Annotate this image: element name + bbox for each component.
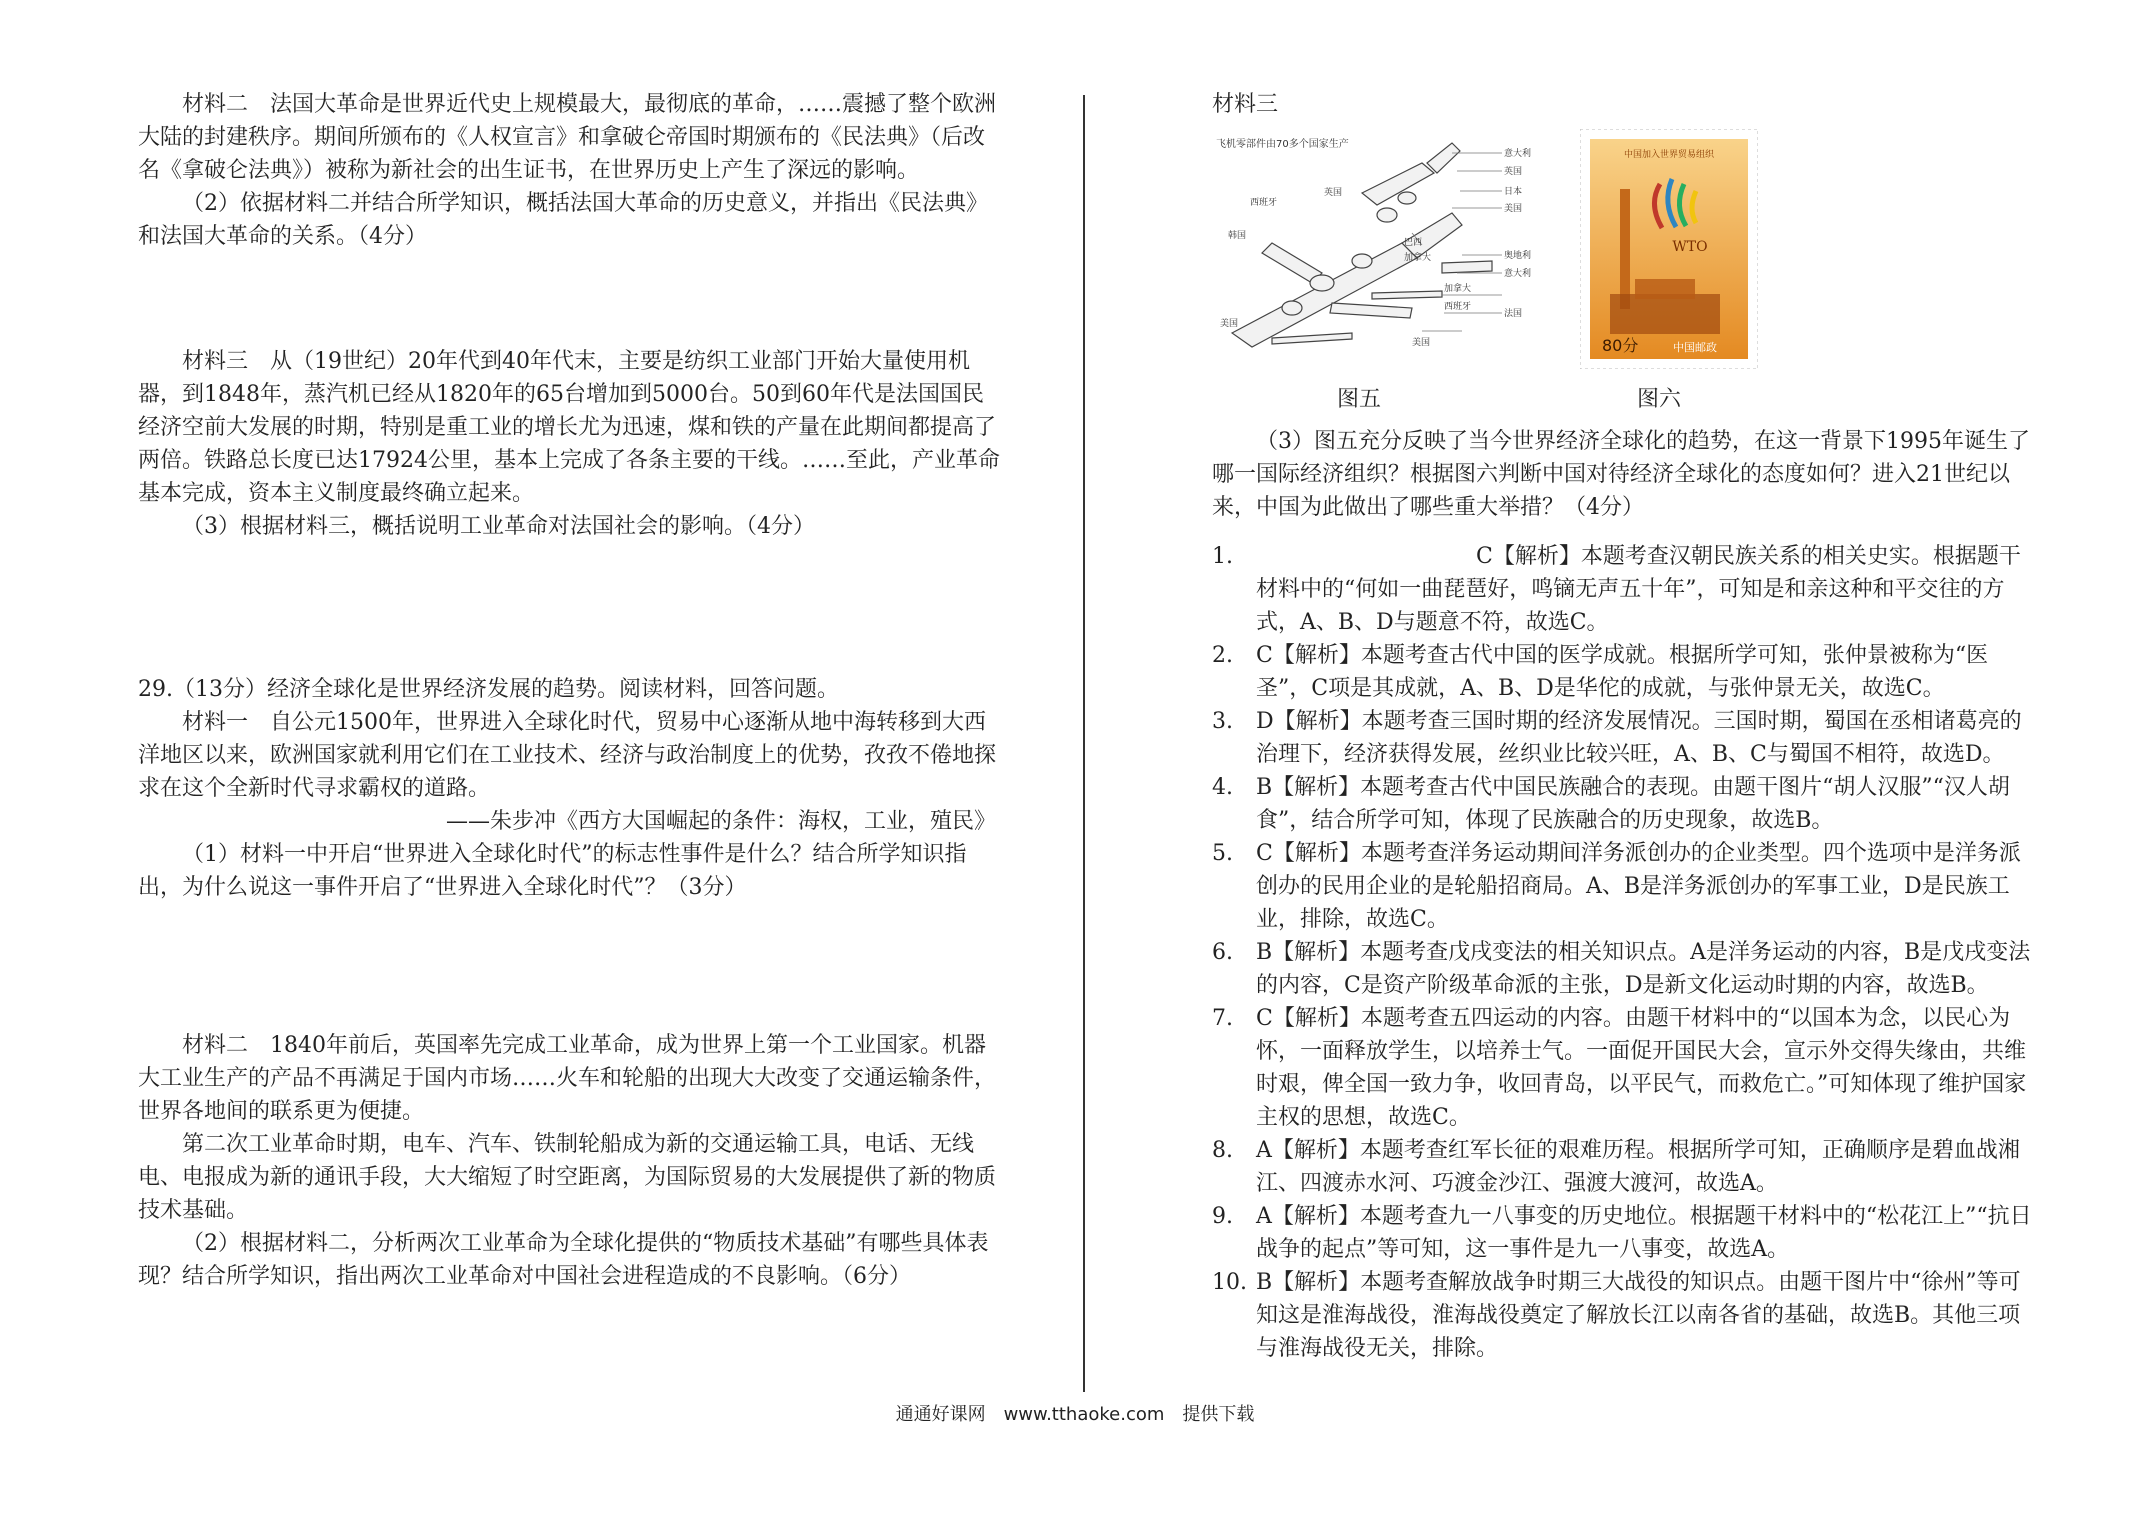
- question-3-right: （3）图五充分反映了当今世界经济全球化的趋势，在这一背景下1995年诞生了哪一国际经济组织？根据图六判断中国对待经济全球化的态度如何？进入21世纪以来，中国为此做出了哪些重大举措？（4分）: [1212, 429, 2030, 520]
- svg-text:日本: 日本: [1504, 187, 1523, 197]
- svg-text:巴西: 巴西: [1404, 238, 1423, 248]
- question-2b: （2）根据材料二，分析两次工业革命为全球化提供的“物质技术基础”有哪些具体表现？结合所学知识，指出两次工业革命对中国社会进程造成的不良影响。（6分）: [138, 1231, 989, 1289]
- svg-text:加拿大: 加拿大: [1404, 253, 1432, 263]
- svg-text:意大利: 意大利: [1504, 269, 1532, 279]
- figures-row: [1212, 129, 2032, 369]
- answer-item: 8. A【解析】本题考查红军长征的艰难历程。根据所学可知，正确顺序是碧血战湘江、四渡赤水河、巧渡金沙江、强渡大渡河，故选A。: [1212, 1138, 2020, 1196]
- answer-item: 2. C【解析】本题考查古代中国的医学成就。根据所学可知，张仲景被称为“医圣”，C项是其成就，A、B、D是华佗的成就，与张仲景无关，故选C。: [1212, 643, 1989, 701]
- material-1-source: ——朱步冲《西方大国崛起的条件：海权，工业，殖民》: [445, 809, 996, 834]
- figure-5-title: 飞机零部件由70多个国家生产: [1216, 139, 1349, 150]
- question-2: （2）依据材料二并结合所学知识，概括法国大革命的历史意义，并指出《民法典》和法国大革命的关系。（4分）: [138, 191, 988, 249]
- figure-5-airplane-parts: [1212, 133, 1562, 361]
- material-1-globalization: 材料一 自公元1500年，世界进入全球化时代，贸易中心逐渐从地中海转移到大西洋地区以来，欧洲国家就利用它们在工业技术、经济与政治制度上的优势，孜孜不倦地探求在这个全新时代寻求霸权的道路。: [138, 710, 997, 801]
- svg-text:意大利: 意大利: [1504, 149, 1532, 159]
- svg-text:韩国: 韩国: [1228, 231, 1247, 241]
- answer-item: 3. D【解析】本题考查三国时期的经济发展情况。三国时期，蜀国在丞相诸葛亮的治理下，经济获得发展，丝织业比较兴旺，A、B、C与蜀国不相符，故选D。: [1212, 709, 2022, 767]
- svg-text:80分: 80分: [1602, 336, 1639, 355]
- answer-item: 1. C【解析】本题考查汉朝民族关系的相关史实。根据题干材料中的“何如一曲琵琶好，鸣镝无声五十年”，可知是和亲这种和平交往的方式，A、B、D与题意不符，故选C。: [1212, 544, 2021, 635]
- answer-item: 9. A【解析】本题考查九一八事变的历史地位。根据题干材料中的“松花江上”“抗日战争的起点”等可知，这一事件是九一八事变，故选A。: [1212, 1204, 2032, 1262]
- right-column: [1212, 88, 2032, 1387]
- caption-figure-6: 图六: [1637, 387, 1682, 412]
- answer-item: 7. C【解析】本题考查五四运动的内容。由题干材料中的“以国本为念，以民心为怀，一面释放学生，以培养士气。一面促开国民大会，宣示外交得失缘由，共维时艰，俾全国一致力争，收回青岛，以平民气，而救危亡。”可知体现了维护国家主权的思想，故选C。: [1212, 1006, 2027, 1130]
- svg-text:英国: 英国: [1324, 188, 1343, 198]
- caption-figure-5: 图五: [1337, 387, 1382, 412]
- page-footer: 通通好课网 www.tthaoke.com 提供下载: [895, 1404, 1255, 1425]
- material-2-first-industrial: 材料二 1840年前后，英国率先完成工业革命，成为世界上第一个工业国家。机器大工业生产的产品不再满足于国内市场……火车和轮船的出现大大改变了交通运输条件，世界各地间的联系更为便捷。: [138, 1033, 997, 1124]
- svg-text:法国: 法国: [1504, 309, 1523, 319]
- svg-text:WTO: WTO: [1672, 239, 1708, 255]
- svg-text:中国邮政: 中国邮政: [1673, 341, 1717, 354]
- question-1: （1）材料一中开启“世界进入全球化时代”的标志性事件是什么？结合所学知识指出，为什么说这一事件开启了“世界进入全球化时代”？（3分）: [138, 842, 967, 900]
- material-3-industrial-revolution: 材料三 从（19世纪）20年代到40年代末，主要是纺织工业部门开始大量使用机器，到1848年，蒸汽机已经从1820年的65台增加到5000台。50到60年代是法国国民经济空前大发展的时期，特别是重工业的增长尤为迅速，煤和铁的产量在此期间都提高了两倍。铁路总长度已达17924公里，基本上完成了各条主要的干线。……至此，产业革命基本完成，资本主义制度最终确立起来。: [138, 349, 1000, 506]
- answer-item: 6. B【解析】本题考查戊戌变法的相关知识点。A是洋务运动的内容，B是戊戌变法的内容，C是资产阶级革命派的主张，D是新文化运动时期的内容，故选B。: [1212, 940, 2031, 998]
- answer-item: 5. C【解析】本题考查洋务运动期间洋务派创办的企业类型。四个选项中是洋务派创办的民用企业的是轮船招商局。A、B是洋务派创办的军事工业，D是民族工业，排除，故选C。: [1212, 841, 2021, 932]
- svg-text:美国: 美国: [1504, 204, 1523, 214]
- svg-text:西班牙: 西班牙: [1250, 198, 1278, 208]
- material-3-label: 材料三: [1212, 92, 1279, 117]
- svg-text:加拿大: 加拿大: [1444, 284, 1472, 294]
- svg-text:中国加入世界贸易组织: 中国加入世界贸易组织: [1623, 150, 1715, 160]
- figure-6-wto-stamp: [1580, 129, 1758, 369]
- column-divider: [1083, 95, 1085, 1392]
- material-2-second-industrial: 第二次工业革命时期，电车、汽车、铁制轮船成为新的交通运输工具，电话、无线电、电报成为新的通讯手段，大大缩短了时空距离，为国际贸易的大发展提供了新的物质技术基础。: [138, 1132, 997, 1223]
- answer-item: 10. B【解析】本题考查解放战争时期三大战役的知识点。由题干图片中“徐州”等可知这是淮海战役，淮海战役奠定了解放长江以南各省的基础，故选B。其他三项与淮海战役无关，排除。: [1212, 1270, 2021, 1361]
- svg-text:美国: 美国: [1220, 319, 1239, 329]
- answer-list: [1212, 540, 2032, 1365]
- left-column: [138, 88, 1000, 1293]
- question-3: （3）根据材料三，概括说明工业革命对法国社会的影响。（4分）: [182, 514, 815, 539]
- answer-item: 4. B【解析】本题考查古代中国民族融合的表现。由题干图片“胡人汉服”“汉人胡食”，结合所学可知，体现了民族融合的历史现象，故选B。: [1212, 775, 2010, 833]
- question-29-title: 29.（13分）经济全球化是世界经济发展的趋势。阅读材料，回答问题。: [138, 677, 839, 702]
- figure-captions: [1212, 383, 2032, 425]
- svg-text:美国: 美国: [1412, 338, 1431, 348]
- material-2-french-revolution: 材料二 法国大革命是世界近代史上规模最大，最彻底的革命，……震撼了整个欧洲大陆的封建秩序。期间所颁布的《人权宣言》和拿破仑帝国时期颁布的《民法典》（后改名《拿破仑法典》）被称为新社会的出生证书，在世界历史上产生了深远的影响。: [138, 92, 997, 183]
- svg-text:英国: 英国: [1504, 167, 1523, 177]
- svg-text:西班牙: 西班牙: [1444, 302, 1472, 312]
- svg-text:奥地利: 奥地利: [1504, 251, 1532, 261]
